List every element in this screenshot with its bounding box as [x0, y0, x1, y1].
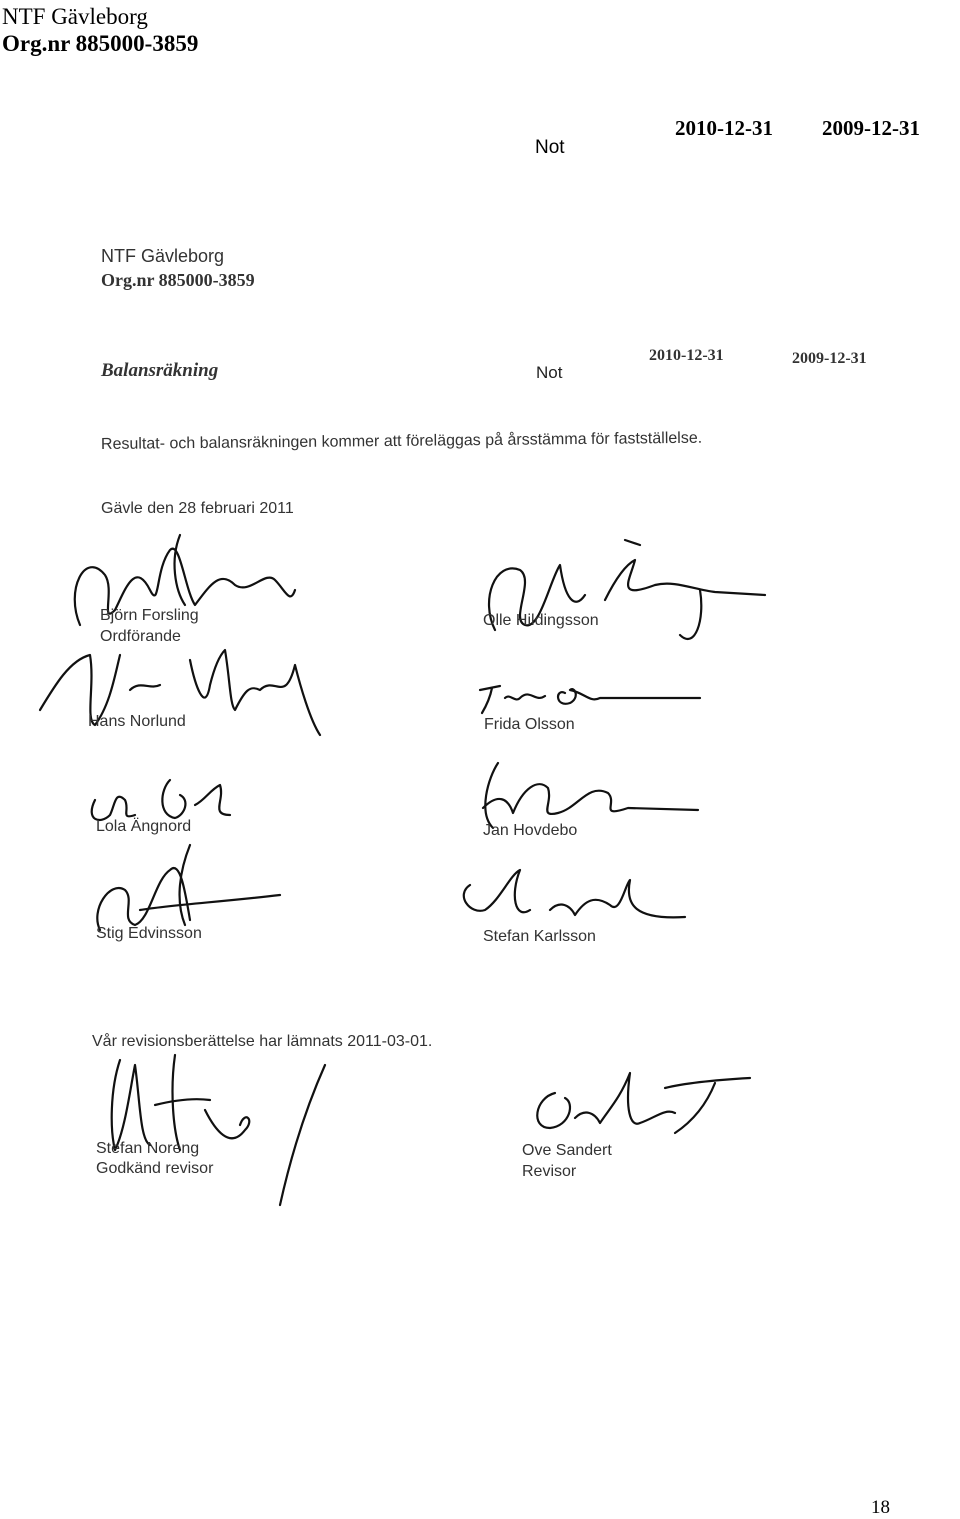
signatory-name: Frida Olsson: [484, 716, 575, 733]
signatory-role: Ordförande: [100, 628, 181, 645]
signature-frida-olsson: [470, 678, 710, 718]
signatory-name: Lola Ängnord: [96, 818, 192, 835]
section-title: Balansräkning: [101, 360, 219, 381]
not-column-label: Not: [535, 137, 565, 158]
org-number: Org.nr 885000-3859: [2, 31, 199, 56]
scanned-date-previous: 2009-12-31: [792, 350, 867, 367]
signature-olle-hildingsson: [465, 540, 765, 660]
signatory-name: Stefan Karlsson: [483, 928, 596, 945]
signature-stig-edvinsson: [80, 840, 290, 935]
signatory-name: Björn Forsling: [100, 607, 199, 624]
audit-statement: Vår revisionsberättelse har lämnats 2011-03-01.: [92, 1033, 433, 1050]
auditor-name: Stefan Noreng: [96, 1140, 200, 1157]
auditor-name: Ove Sandert: [522, 1142, 612, 1159]
column-date-previous: 2009-12-31: [822, 116, 920, 140]
signatory-name: Stig Edvinsson: [96, 925, 202, 942]
column-date-current: 2010-12-31: [675, 116, 773, 140]
page-number: 18: [871, 1497, 890, 1518]
scanned-org-name: NTF Gävleborg: [101, 246, 225, 266]
scanned-not-label: Not: [536, 363, 563, 382]
scanned-date-current: 2010-12-31: [649, 347, 724, 364]
signature-stefan-noreng: [95, 1050, 325, 1210]
org-name: NTF Gävleborg: [2, 4, 148, 29]
signature-ove-sandert: [515, 1068, 755, 1143]
signatory-name: Jan Hovdebo: [483, 822, 578, 839]
scanned-org-number: Org.nr 885000-3859: [101, 270, 255, 290]
statement-text: Resultat- och balansräkningen kommer att föreläggas på årsstämma för fastställelse.: [100, 429, 703, 453]
signatory-name: Hans Norlund: [88, 713, 186, 730]
signatory-name: Olle Hildingsson: [483, 612, 599, 629]
auditor-role: Godkänd revisor: [96, 1160, 214, 1177]
place-date: Gävle den 28 februari 2011: [101, 500, 294, 517]
auditor-role: Revisor: [522, 1163, 577, 1180]
